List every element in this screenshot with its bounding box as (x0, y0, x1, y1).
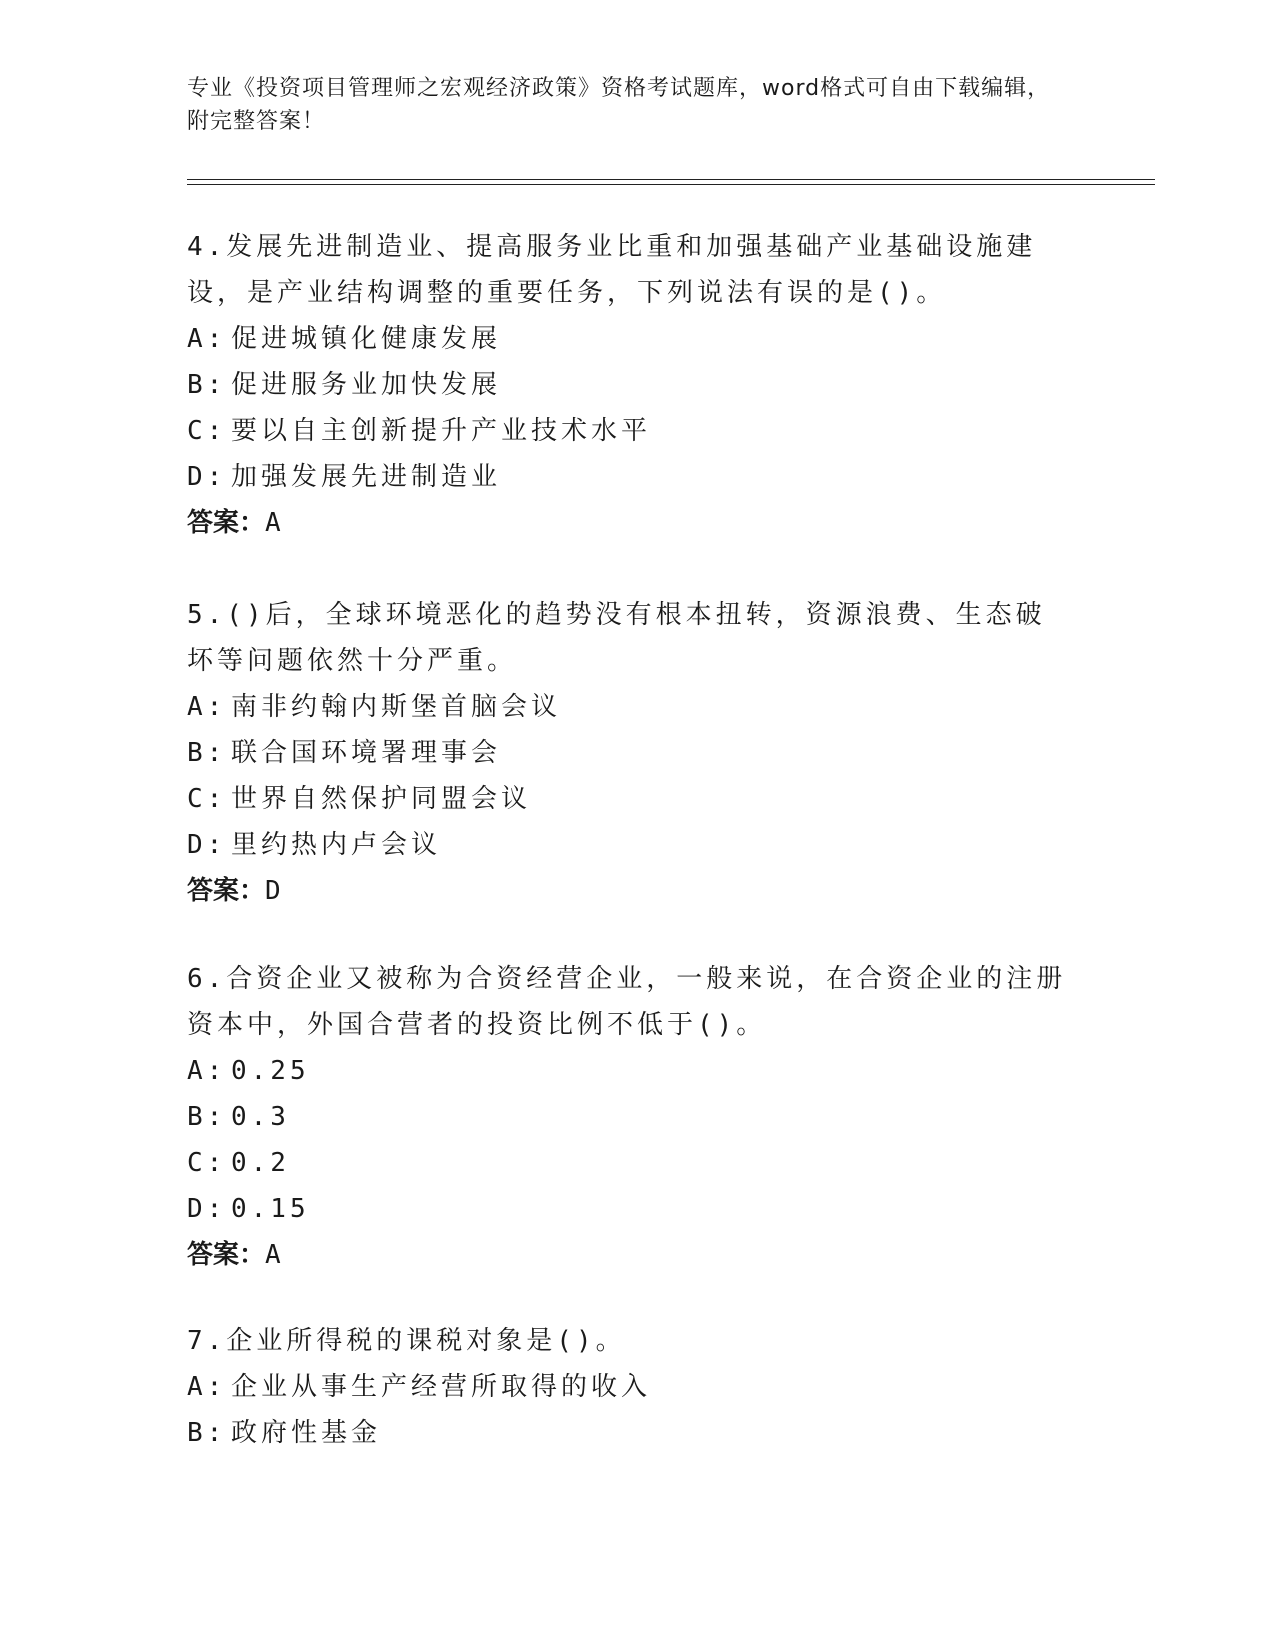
answer-line (187, 1232, 1067, 1278)
answer-value: A (265, 1240, 281, 1270)
question-stem: 5.()后，全球环境恶化的趋势没有根本扭转，资源浪费、生态破坏等问题依然十分严重。 (187, 600, 1046, 676)
option-c (187, 408, 1067, 454)
option-text: 联合国环境署理事会 (231, 738, 502, 768)
option-text: 加强发展先进制造业 (231, 462, 502, 492)
option-text: 0.25 (231, 1056, 310, 1086)
option-letter: C: (187, 416, 227, 446)
answer-label: 答案： (187, 508, 266, 538)
option-a (187, 316, 1067, 362)
option-text: 里约热内卢会议 (231, 830, 442, 860)
option-text: 促进城镇化健康发展 (231, 324, 502, 354)
option-text: 要以自主创新提升产业技术水平 (231, 416, 652, 446)
option-text: 企业从事生产经营所取得的收入 (231, 1372, 652, 1402)
question-6 (187, 956, 1067, 1278)
option-a (187, 1364, 1067, 1410)
question-5 (187, 592, 1067, 914)
option-letter: C: (187, 1148, 227, 1178)
question-stem: 7.企业所得税的课税对象是()。 (187, 1326, 626, 1356)
option-d (187, 1186, 1067, 1232)
option-b (187, 1094, 1067, 1140)
option-a (187, 1048, 1067, 1094)
question-7 (187, 1318, 1067, 1456)
option-text: 0.15 (231, 1194, 310, 1224)
question-4 (187, 224, 1067, 546)
option-text: 世界自然保护同盟会议 (231, 784, 532, 814)
header-divider-top (187, 179, 1155, 180)
option-d (187, 822, 1067, 868)
header-divider-bottom (187, 184, 1155, 185)
option-text: 0.2 (231, 1148, 290, 1178)
option-c (187, 1140, 1067, 1186)
document-header: 专业《投资项目管理师之宏观经济政策》资格考试题库，word格式可自由下载编辑，附完整答案！ (187, 76, 1051, 134)
option-letter: D: (187, 830, 227, 860)
answer-line (187, 868, 1067, 914)
answer-value: A (265, 508, 281, 538)
option-letter: B: (187, 370, 227, 400)
answer-line (187, 500, 1067, 546)
option-letter: C: (187, 784, 227, 814)
question-stem: 4.发展先进制造业、提高服务业比重和加强基础产业基础设施建设，是产业结构调整的重要任务，下列说法有误的是()。 (187, 232, 1037, 308)
option-letter: D: (187, 1194, 227, 1224)
option-letter: A: (187, 692, 227, 722)
option-c (187, 776, 1067, 822)
option-letter: B: (187, 1418, 227, 1448)
option-letter: B: (187, 738, 227, 768)
option-letter: A: (187, 324, 227, 354)
option-b (187, 730, 1067, 776)
option-letter: A: (187, 1372, 227, 1402)
option-d (187, 454, 1067, 500)
option-a (187, 684, 1067, 730)
option-b (187, 1410, 1067, 1456)
option-text: 南非约翰内斯堡首脑会议 (231, 692, 562, 722)
answer-label: 答案： (187, 876, 266, 906)
option-text: 促进服务业加快发展 (231, 370, 502, 400)
answer-label: 答案： (187, 1240, 266, 1270)
option-text: 政府性基金 (231, 1418, 382, 1448)
option-letter: D: (187, 462, 227, 492)
question-stem: 6.合资企业又被称为合资经营企业，一般来说，在合资企业的注册资本中，外国合营者的投资比例不低于()。 (187, 964, 1067, 1040)
answer-value: D (265, 876, 281, 906)
option-letter: A: (187, 1056, 227, 1086)
option-text: 0.3 (231, 1102, 290, 1132)
option-letter: B: (187, 1102, 227, 1132)
option-b (187, 362, 1067, 408)
